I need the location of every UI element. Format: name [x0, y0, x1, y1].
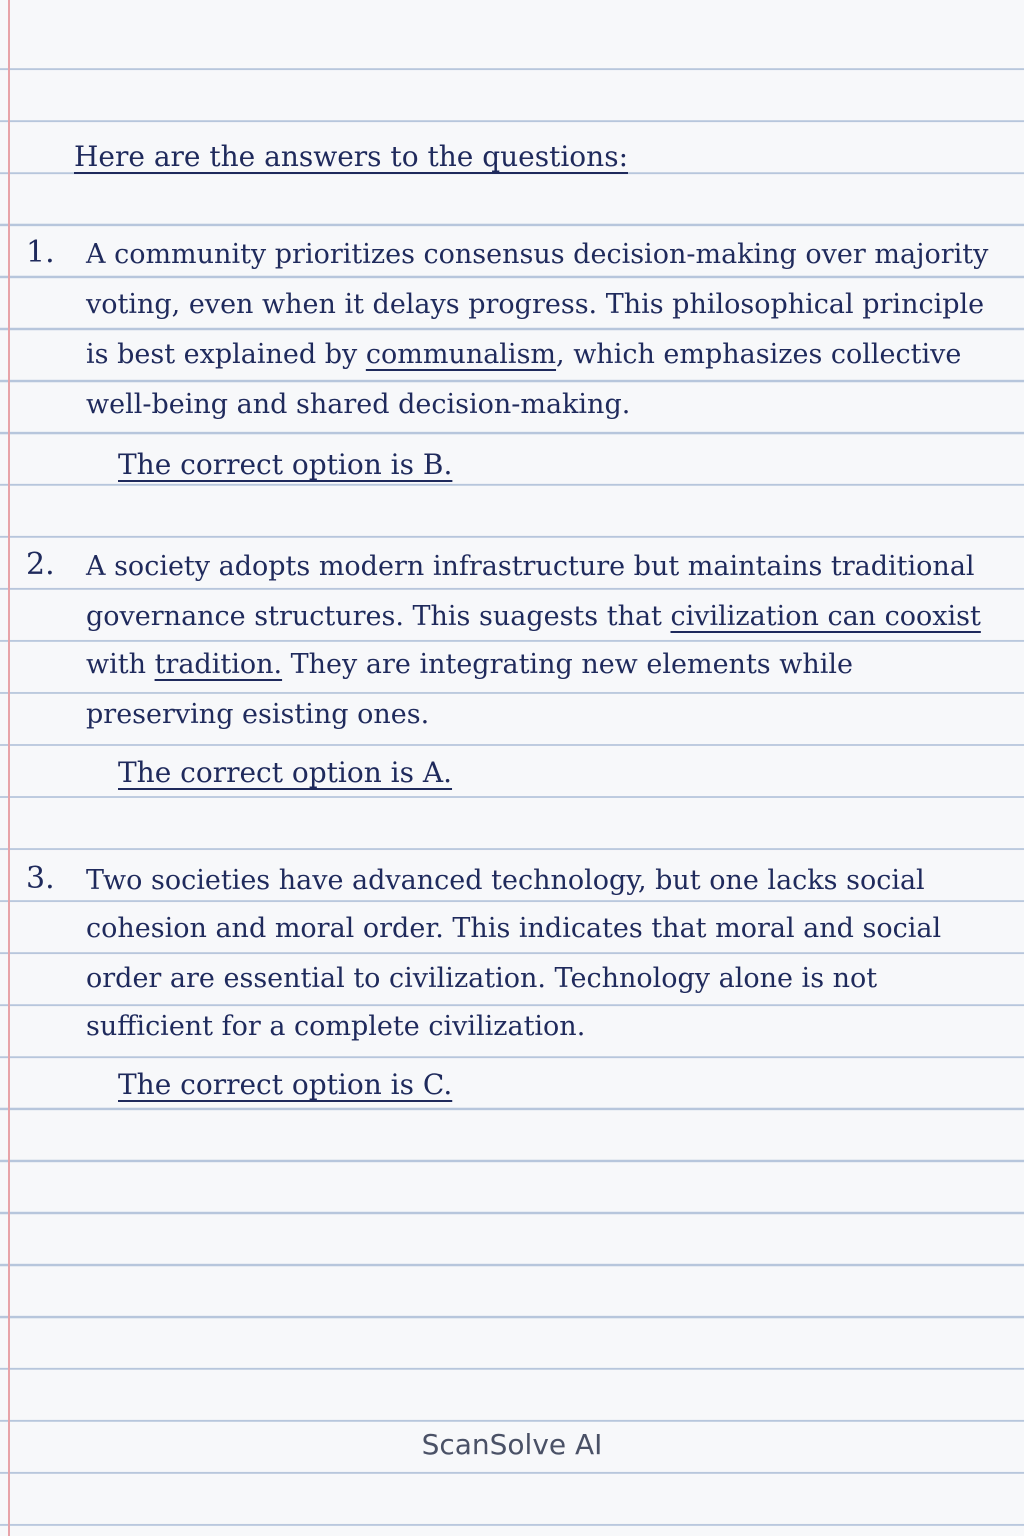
question-2-line-3: [86, 648, 853, 682]
question-3-number: 3.: [26, 861, 55, 896]
question-2-key-word: tradition.: [154, 649, 283, 680]
question-1-line-1: A community prioritizes consensus decision-making over majority: [86, 239, 989, 270]
question-1-line-4: well-being and shared decision-making.: [86, 389, 631, 420]
question-3-line-3: order are essential to civilization. Technology alone is not: [86, 963, 878, 994]
question-2-line-3-post: They are integrating new elements while: [282, 649, 853, 680]
question-1-key-term: communalism: [365, 339, 557, 370]
question-3-answer: The correct option is C.: [118, 1068, 453, 1101]
question-2-number: 2.: [26, 547, 55, 582]
question-3-line-1: Two societies have advanced technology, but one lacks social: [86, 865, 925, 896]
question-2-line-4: preserving esisting ones.: [86, 699, 430, 730]
question-1-answer: The correct option is B.: [118, 448, 453, 481]
page-heading: Here are the answers to the questions:: [74, 140, 628, 173]
question-2-line-3-pre: with: [86, 649, 155, 680]
question-1-line-2: voting, even when it delays progress. This philosophical principle: [86, 289, 985, 320]
question-2-line-2: [86, 600, 981, 634]
margin-line: [8, 0, 10, 1536]
question-2-answer: The correct option is A.: [118, 756, 453, 789]
question-1-line-3-post: , which emphasizes collective: [556, 339, 962, 370]
footer-brand: ScanSolve AI: [421, 1428, 603, 1461]
question-1-line-3-pre: is best explained by: [86, 339, 366, 370]
question-1-line-3: [86, 338, 961, 372]
question-3-line-2: cohesion and moral order. This indicates that moral and social: [86, 913, 942, 944]
question-2-line-2-pre: governance structures. This suagests that: [86, 601, 671, 632]
question-1-number: 1.: [26, 235, 55, 270]
question-2-line-1: A society adopts modern infrastructure but maintains traditional: [86, 551, 975, 582]
question-3-line-4: sufficient for a complete civilization.: [86, 1011, 586, 1042]
question-2-key-phrase: civilization can cooxist: [670, 601, 981, 632]
